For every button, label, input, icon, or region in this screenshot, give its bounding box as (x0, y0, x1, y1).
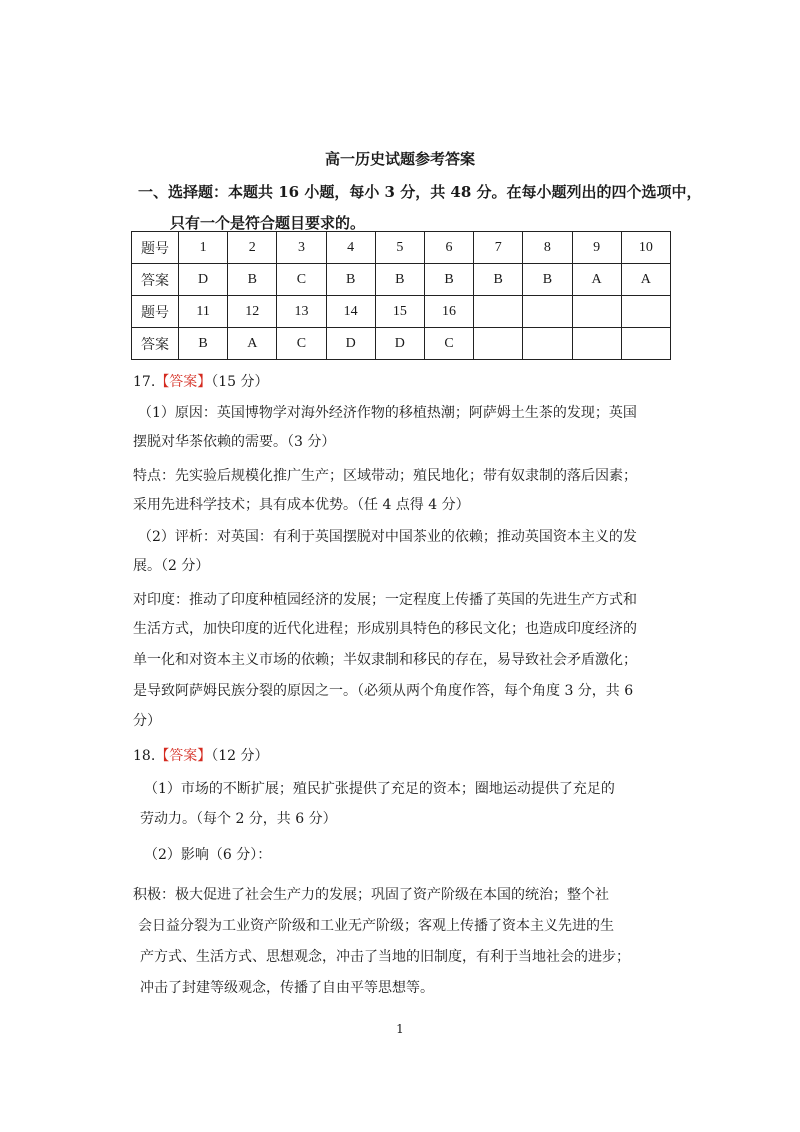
q17-header (133, 371, 269, 391)
q17-number: 17. (133, 374, 156, 390)
q17-line: 分） (133, 713, 161, 729)
q18-line: （2）影响（6 分）： (144, 847, 272, 863)
table-row-header: 题号 (132, 232, 179, 264)
q18-line: 冲击了封建等级观念，传播了自由平等思想等。 (140, 980, 434, 996)
table-cell: D (375, 328, 424, 360)
table-cell: A (572, 264, 621, 296)
table-cell (523, 328, 572, 360)
q18-header (133, 745, 269, 765)
q17-line: 生活方式，加快印度的近代化进程；形成别具特色的移民文化；也造成印度经济的 (133, 621, 637, 637)
table-cell: D (326, 328, 375, 360)
table-cell: D (179, 264, 228, 296)
table-cell: 11 (179, 296, 228, 328)
q18-line: 劳动力。（每个 2 分，共 6 分） (140, 811, 337, 827)
table-row (132, 296, 671, 328)
table-cell: B (424, 264, 473, 296)
table-cell: 15 (375, 296, 424, 328)
table-cell (621, 328, 670, 360)
table-cell: B (228, 264, 277, 296)
table-row (132, 328, 671, 360)
table-row-header: 题号 (132, 296, 179, 328)
table-cell: A (621, 264, 670, 296)
q18-line: 积极：极大促进了社会生产力的发展；巩固了资产阶级在本国的统治；整个社 (133, 887, 609, 903)
table-cell: B (474, 264, 523, 296)
table-cell: A (228, 328, 277, 360)
table-cell: 5 (375, 232, 424, 264)
q18-score: （12 分） (211, 748, 269, 764)
q18-line: 会日益分裂为工业资产阶级和工业无产阶级；客观上传播了资本主义先进的生 (138, 918, 614, 934)
table-cell: 2 (228, 232, 277, 264)
q18-line: 产方式、生活方式、思想观念，冲击了当地的旧制度，有利于当地社会的进步； (140, 949, 630, 965)
table-cell (572, 296, 621, 328)
table-cell (572, 328, 621, 360)
table-cell: 4 (326, 232, 375, 264)
table-cell: C (424, 328, 473, 360)
q17-line: 摆脱对华茶依赖的需要。（3 分） (133, 434, 336, 450)
table-cell (523, 296, 572, 328)
table-cell: 10 (621, 232, 670, 264)
table-row-header: 答案 (132, 328, 179, 360)
table-cell: B (179, 328, 228, 360)
table-cell (474, 328, 523, 360)
q17-score: （15 分） (211, 374, 269, 390)
table-row-header: 答案 (132, 264, 179, 296)
table-cell: 14 (326, 296, 375, 328)
q18-answer-tag: 【答案】 (155, 748, 212, 764)
q17-line: 展。（2 分） (133, 558, 210, 574)
section1-heading-cont: 只有一个是符合题目要求的。 (170, 214, 366, 232)
table-cell: B (375, 264, 424, 296)
q17-line: 采用先进科学技术；具有成本优势。（任 4 点得 4 分） (133, 497, 470, 513)
table-cell: 16 (424, 296, 473, 328)
table-cell: B (523, 264, 572, 296)
q17-line: （1）原因：英国博物学对海外经济作物的移植热潮；阿萨姆土生茶的发现；英国 (138, 405, 637, 421)
table-cell: 3 (277, 232, 326, 264)
q17-line: 是导致阿萨姆民族分裂的原因之一。（必须从两个角度作答，每个角度 3 分，共 6 (133, 683, 634, 699)
table-cell (621, 296, 670, 328)
q18-number: 18. (133, 748, 156, 764)
table-cell: 6 (424, 232, 473, 264)
section1-heading: 一、选择题：本题共 16 小题，每小 3 分，共 48 分。在每小题列出的四个选项中， (138, 183, 702, 201)
table-cell (474, 296, 523, 328)
table-cell: 12 (228, 296, 277, 328)
answer-table (131, 231, 671, 360)
table-cell: C (277, 264, 326, 296)
table-cell: 9 (572, 232, 621, 264)
table-cell: 8 (523, 232, 572, 264)
table-cell: 1 (179, 232, 228, 264)
page-number: 1 (396, 1022, 404, 1036)
page-title: 高一历史试题参考答案 (324, 150, 475, 168)
q18-line: （1）市场的不断扩展；殖民扩张提供了充足的资本；圈地运动提供了充足的 (144, 781, 615, 797)
q17-line: （2）评析：对英国：有利于英国摆脱对中国茶业的依赖；推动英国资本主义的发 (138, 529, 637, 545)
table-cell: B (326, 264, 375, 296)
q17-line: 单一化和对资本主义市场的依赖；半奴隶制和移民的存在，易导致社会矛盾激化； (133, 652, 637, 668)
table-row (132, 264, 671, 296)
q17-line: 特点：先实验后规模化推广生产；区域带动；殖民地化；带有奴隶制的落后因素； (133, 468, 637, 484)
table-row (132, 232, 671, 264)
table-cell: 7 (474, 232, 523, 264)
table-cell: C (277, 328, 326, 360)
table-cell: 13 (277, 296, 326, 328)
q17-answer-tag: 【答案】 (155, 374, 212, 390)
q17-line: 对印度：推动了印度种植园经济的发展；一定程度上传播了英国的先进生产方式和 (133, 592, 637, 608)
